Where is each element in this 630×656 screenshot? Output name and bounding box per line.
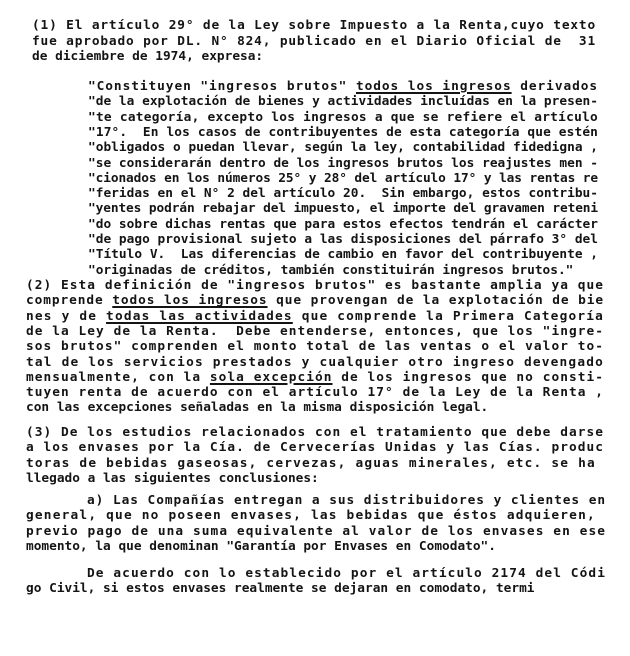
text-line [88, 79, 598, 94]
text-line [88, 232, 598, 247]
text-segment: llegado a las siguientes conclusiones: [26, 470, 319, 486]
text-line [26, 524, 606, 539]
text-segment: "de pago provisional sujeto a las disposiciones del párrafo 3° del [88, 232, 599, 247]
text-segment: "originadas de créditos, también constituirán ingresos brutos." [88, 262, 574, 278]
text-segment: toras de bebidas gaseosas, cervezas, aguas minerales, etc. se ha [26, 455, 596, 471]
text-line [88, 156, 598, 171]
text-line [26, 539, 496, 554]
text-segment: que comprende la Primera Categoría [292, 308, 605, 324]
text-line [26, 581, 535, 596]
text-segment: go Civil, si estos envases realmente se dejaran en comodato, termi [26, 581, 535, 597]
text-line [88, 263, 573, 278]
text-line [88, 125, 598, 140]
text-segment: "Título V. Las diferencias de cambio en favor del contribuyente , [88, 247, 599, 263]
text-segment: "feridas en el N° 2 del artículo 20. Sin embargo, estos contribu- [88, 186, 599, 202]
text-segment: "yentes podrán rebajar del impuesto, el importe del gravamen reteni [88, 201, 599, 217]
text-line [26, 400, 488, 415]
text-line [88, 94, 598, 109]
text-segment: con las excepciones señaladas en la misma disposición legal. [26, 400, 489, 416]
text-line [88, 186, 598, 201]
text-segment: previo pago de una suma equivalente al valor de los envases en ese [26, 523, 607, 539]
text-line [87, 566, 606, 581]
text-segment: fue aprobado por DL. N° 824, publicado en el Diario Oficial de 31 [32, 33, 596, 49]
text-segment: a) Las Compañías entregan a sus distribuidores y clientes en [87, 493, 607, 508]
text-line [88, 247, 598, 262]
text-line [88, 201, 598, 216]
text-line [26, 385, 604, 400]
text-line [26, 370, 604, 385]
text-segment: sos brutos" comprenden el monto total de las ventas o el valor to- [26, 339, 604, 355]
text-segment: "do sobre dichas rentas que para estos efectos tendrán el carácter [88, 216, 599, 232]
text-segment: De acuerdo con lo establecido por el artículo 2174 del Códi [87, 566, 606, 581]
text-line [88, 110, 598, 125]
text-segment: de la Ley de la Renta. Debe entenderse, entonces, que los "ingre- [26, 323, 604, 339]
underlined-text: todos los ingresos [112, 293, 268, 309]
text-line [26, 471, 319, 486]
text-segment: derivados [511, 79, 599, 94]
text-segment: general, que no poseen envases, las bebidas que éstos adquieren, [26, 508, 596, 524]
text-line [26, 456, 596, 471]
text-line [26, 508, 596, 523]
text-line [26, 339, 604, 354]
text-segment: nes y de [26, 308, 107, 324]
text-segment: "se considerarán dentro de los ingresos brutos los reajustes men - [88, 155, 599, 171]
underlined-text: todas las actividades [106, 308, 293, 324]
text-line [26, 425, 604, 440]
text-line [87, 493, 606, 508]
text-segment: "Constituyen "ingresos brutos" [88, 79, 356, 94]
underlined-text: todos los ingresos [355, 79, 512, 94]
text-segment: mensualmente, con la [26, 369, 210, 385]
text-segment: "te categoría, excepto los ingresos a que se refiere el artículo [88, 109, 598, 125]
text-segment: tuyen renta de acuerdo con el artículo 17° de la Ley de la Renta , [26, 385, 604, 401]
text-segment: "de la explotación de bienes y actividades incluídas en la presen- [88, 94, 599, 110]
text-line [26, 440, 604, 455]
text-segment: "cionados en los números 25° y 28° del artículo 17° y las rentas re [88, 170, 599, 186]
text-segment: (1) El artículo 29° de la Ley sobre Impuesto a la Renta,cuyo texto [32, 18, 596, 33]
text-line [26, 355, 604, 370]
text-line [32, 34, 596, 49]
text-segment: momento, la que denominan "Garantía por Envases en Comodato". [26, 538, 496, 554]
text-segment: que provengan de la explotación de bie [267, 293, 604, 309]
text-line [32, 49, 263, 64]
text-segment: comprende [26, 293, 113, 309]
text-segment: de los ingresos que no consti- [332, 369, 604, 385]
text-line [26, 293, 604, 308]
text-segment: "obligados o puedan llevar, según la ley, contabilidad fidedigna , [88, 140, 599, 156]
text-segment: tal de los servicios prestados y cualquier otro ingreso devengado [26, 354, 605, 370]
text-line [26, 309, 604, 324]
text-line [26, 324, 604, 339]
text-segment: (3) De los estudios relacionados con el tratamiento que debe darse [26, 425, 604, 440]
text-segment: de diciembre de 1974, expresa: [32, 49, 264, 64]
text-line [88, 217, 598, 232]
text-line [88, 171, 598, 186]
text-line [88, 140, 598, 155]
text-segment: "17°. En los casos de contribuyentes de esta categoría que estén [88, 124, 599, 140]
text-segment: (2) Esta definición de "ingresos brutos" es bastante amplia ya que [26, 278, 604, 293]
text-segment: a los envases por la Cía. de Cervecerías Unidas y las Cías. produc [26, 440, 604, 456]
underlined-text: sola excepción [209, 369, 333, 385]
text-line [32, 18, 596, 33]
text-line [26, 278, 604, 293]
